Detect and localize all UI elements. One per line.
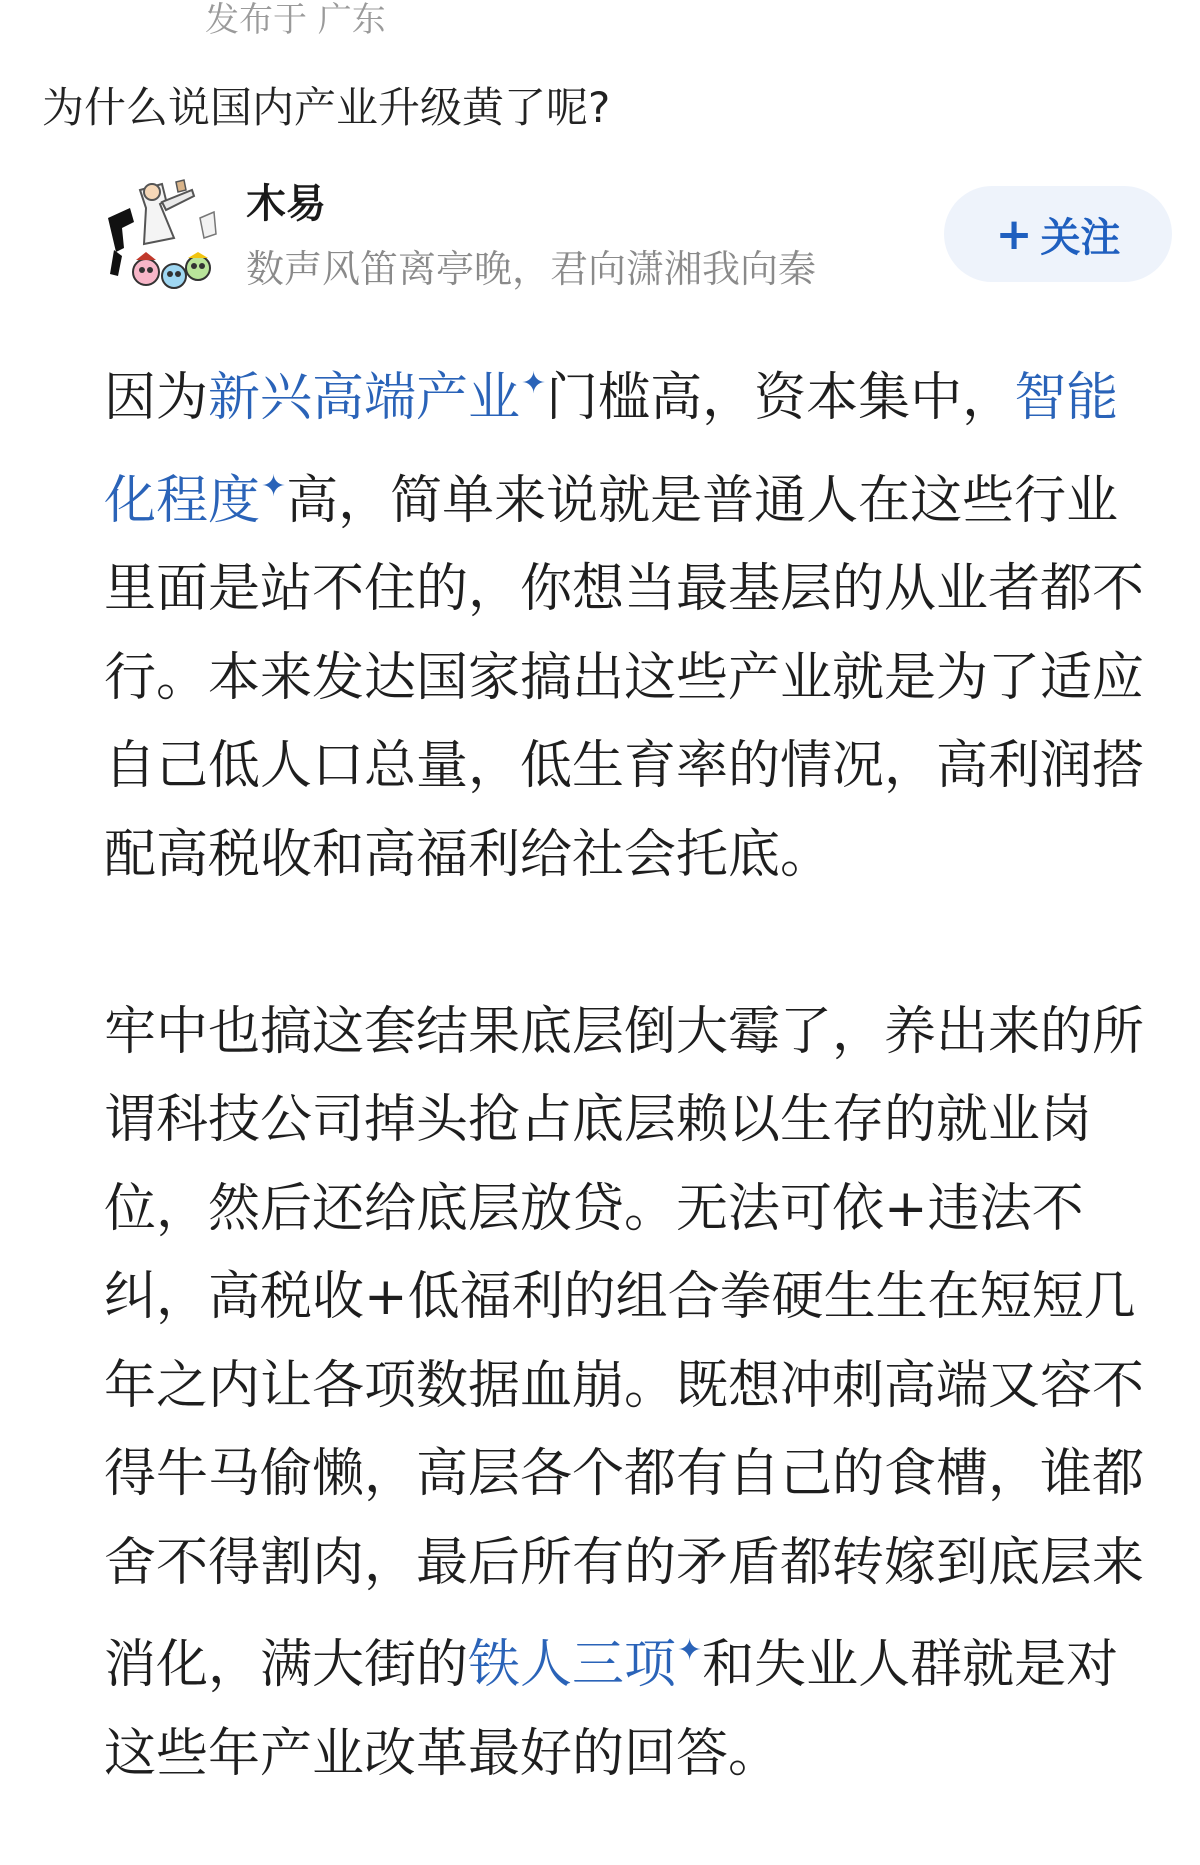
keyword-link-intelligence-level[interactable]: 智能化程度 (104, 368, 1119, 531)
question-title[interactable]: 为什么说国内产业升级黄了呢? (42, 83, 611, 132)
post-location: 发布于 广东 (205, 0, 386, 40)
answer-text: 和失业人群就是对这些年产业改革最好的回答。 (104, 1635, 1119, 1784)
avatar[interactable] (100, 178, 220, 296)
paragraph-spacer (104, 899, 1166, 988)
sparkle-icon: ✦ (261, 468, 287, 504)
keyword-link-emerging-industry[interactable]: 新兴高端产业 (208, 368, 521, 428)
follow-label: 关注 (1040, 214, 1121, 261)
answer-paragraph-1 (104, 340, 1166, 899)
follow-button[interactable] (944, 186, 1172, 282)
avatar-cartoon-icon (100, 178, 220, 296)
plus-icon: + (995, 208, 1033, 260)
answer-body (104, 340, 1166, 1798)
sparkle-icon: ✦ (521, 366, 547, 401)
answer-text: 因为 (104, 368, 209, 428)
author-name[interactable]: 木易 (246, 181, 326, 227)
sparkle-icon: ✦ (677, 1633, 703, 1668)
answer-text: 门槛高，资本集中， (546, 368, 1015, 428)
answer-text: 牢中也搞这套结果底层倒大霉了，养出来的所谓科技公司掉头抢占底层赖以生存的就业岗位，然后还给底层放贷。无法可依+违法不纠，高税收+低福利的组合拳硬生生在短短几年之内让各项数据血崩。既想冲刺高端又容不得牛马偷懒，高层各个都有自己的食槽，谁都舍不得割肉，最后所有的矛盾都转嫁到底层来消化，满大街的 (104, 1001, 1145, 1695)
answer-text: 高，简单来说就是普通人在这些行业里面是站不住的，你想当最基层的从业者都不行。本来发达国家搞出这些产业就是为了适应自己低人口总量，低生育率的情况，高利润搭配高税收和高福利给社会托底。 (104, 470, 1145, 885)
author-bio: 数声风笛离亭晚，君向潇湘我向秦 (246, 247, 817, 291)
answer-paragraph-2 (104, 988, 1166, 1799)
keyword-link-triathlon[interactable]: 铁人三项 (468, 1635, 677, 1695)
